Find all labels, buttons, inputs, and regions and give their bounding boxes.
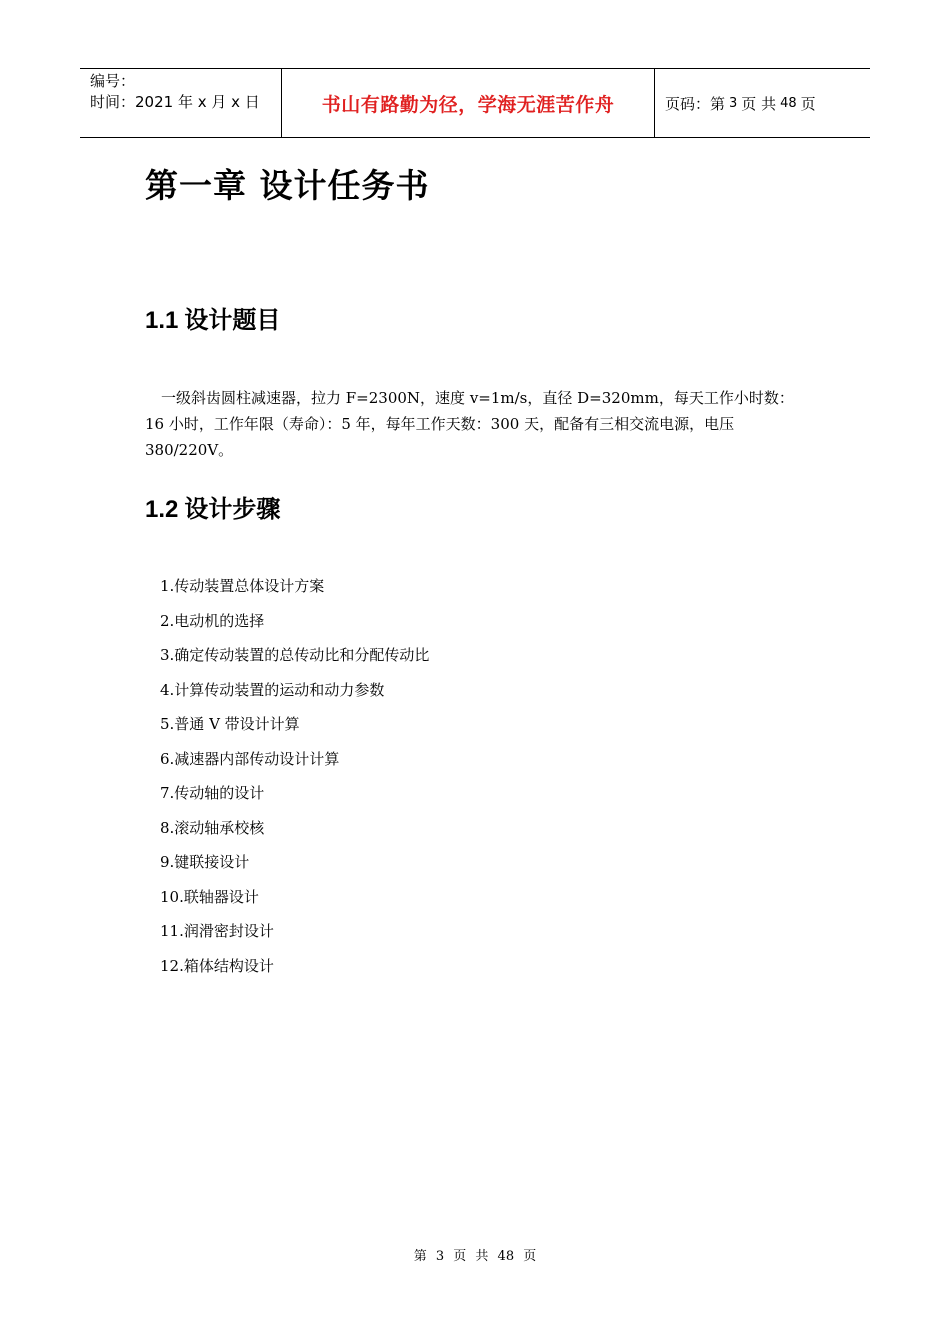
motto-text: 书山有路勤为径，学海无涯苦作舟	[321, 93, 615, 116]
design-topic-paragraph: 一级斜齿圆柱减速器，拉力 F=2300N，速度 v=1m/s，直径 D=320mm，每天工作小时数：16 小时，工作年限（寿命）：5 年，每年工作天数：300 天，配备有三相交流电源，电压 380/220V。	[145, 389, 794, 459]
page-current: 3	[729, 95, 738, 111]
page-total: 48	[780, 95, 797, 111]
page-header	[80, 68, 870, 138]
chapter-title: 第一章 设计任务书	[145, 166, 430, 205]
section-title-text: 设计题目	[184, 306, 281, 334]
list-item: 6.减速器内部传动设计计算	[160, 749, 340, 768]
section-number: 1.1	[145, 307, 179, 334]
section-title-text: 设计步骤	[184, 495, 281, 523]
list-item: 5.普通 V 带设计计算	[160, 715, 300, 733]
list-item: 2.电动机的选择	[160, 611, 265, 630]
list-item: 7.传动轴的设计	[160, 784, 265, 802]
header-page-cell	[655, 69, 870, 137]
header-meta-cell	[80, 69, 282, 137]
list-item: 1.传动装置总体设计方案	[160, 577, 325, 595]
list-item: 11.润滑密封设计	[160, 922, 274, 940]
page-suffix: 页	[800, 94, 816, 113]
list-item: 9.键联接设计	[160, 853, 250, 871]
list-item: 3.确定传动装置的总传动比和分配传动比	[160, 646, 430, 664]
time-label: 时间：2021 年 x 月 x 日	[90, 93, 260, 111]
list-item: 10.联轴器设计	[160, 887, 259, 906]
page-prefix: 页码：第	[665, 94, 726, 113]
number-label: 编号：	[90, 72, 136, 90]
page-middle: 页 共	[741, 94, 777, 113]
list-item: 8.滚动轴承校核	[160, 818, 265, 837]
list-item: 4.计算传动装置的运动和动力参数	[160, 680, 385, 699]
section-number: 1.2	[145, 496, 179, 523]
header-motto-cell	[282, 69, 655, 137]
design-steps-list	[160, 573, 429, 987]
section-heading-1-1	[145, 300, 280, 335]
section-heading-1-2	[145, 489, 280, 524]
list-item: 12.箱体结构设计	[160, 956, 274, 975]
page-footer: 第 3 页 共 48 页	[413, 1249, 537, 1264]
